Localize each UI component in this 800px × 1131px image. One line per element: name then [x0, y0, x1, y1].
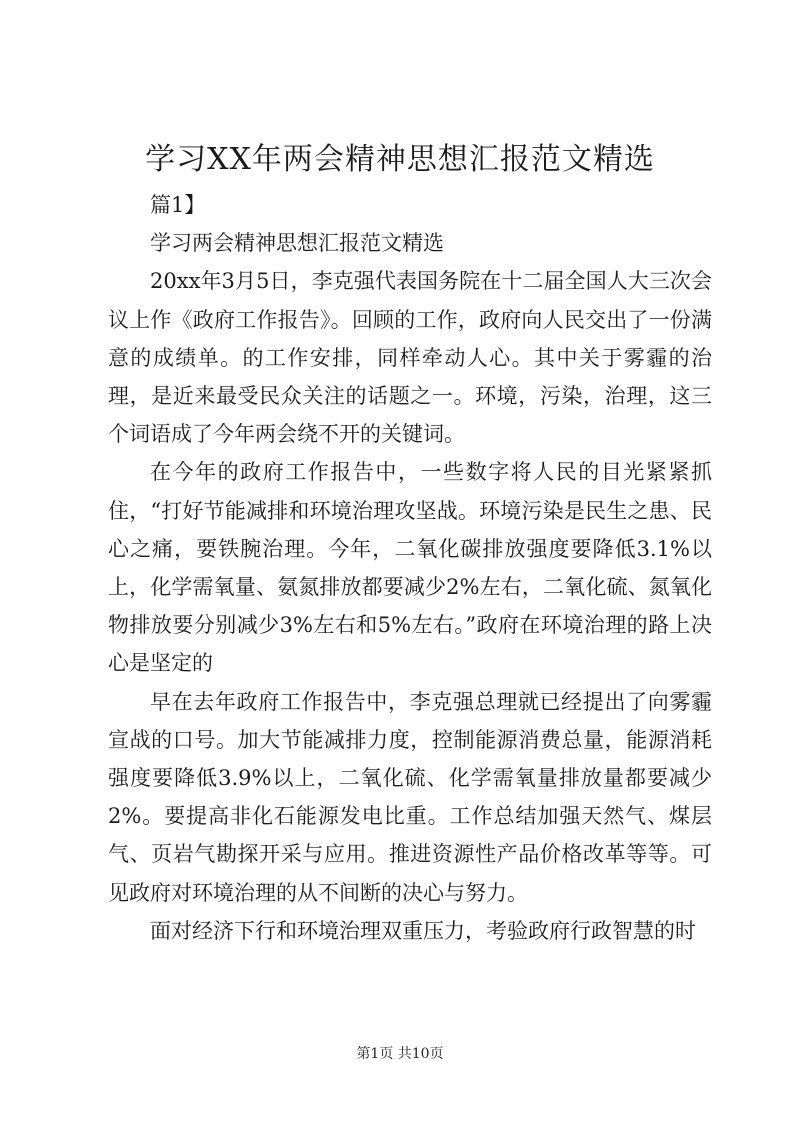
document-title: 学习XX年两会精神思想汇报范文精选 — [145, 142, 655, 177]
page-footer — [0, 1044, 800, 1064]
paragraph: 20xx年3月5日，李克强代表国务院在十二届全国人大三次会议上作《政府工作报告》。回顾的工作，政府向人民交出了一份满意的成绩单。的工作安排，同样牵动人心。其中关于雾霾的治理，是近来最受民众关注的话题之一。环境，污染，治理，这三个词语成了今年两会绕不开的关键词。 — [108, 269, 712, 447]
paragraph: 在今年的政府工作报告中，一些数字将人民的目光紧紧抓住，“打好节能减排和环境治理攻坚战。环境污染是民生之患、民心之痛，要铁腕治理。今年，二氧化碳排放强度要降低3.1%以上，化学需氧量、氨氮排放都要减少2%左右，二氧化硫、氮氧化物排放要分别减少3%左右和5%左右。”政府在环境治理的路上决心是坚定的 — [108, 460, 712, 676]
paragraph: 面对经济下行和环境治理双重压力，考验政府行政智慧的时 — [150, 918, 696, 943]
section-marker: 篇1】 — [150, 193, 206, 217]
page-indicator: 第1页 共10页 — [356, 1046, 444, 1062]
document-subtitle: 学习两会精神思想汇报范文精选 — [150, 231, 444, 256]
document-body — [108, 186, 712, 950]
paragraph: 早在去年政府工作报告中，李克强总理就已经提出了向雾霾宣战的口号。加大节能减排力度，控制能源消费总量，能源消耗强度要降低3.9%以上，二氧化硫、化学需氧量排放量都要减少2%。要提高非化石能源发电比重。工作总结加强天然气、煤层气、页岩气勘探开采与应用。推进资源性产品价格改革等等。可见政府对环境治理的从不间断的决心与努力。 — [108, 689, 712, 905]
